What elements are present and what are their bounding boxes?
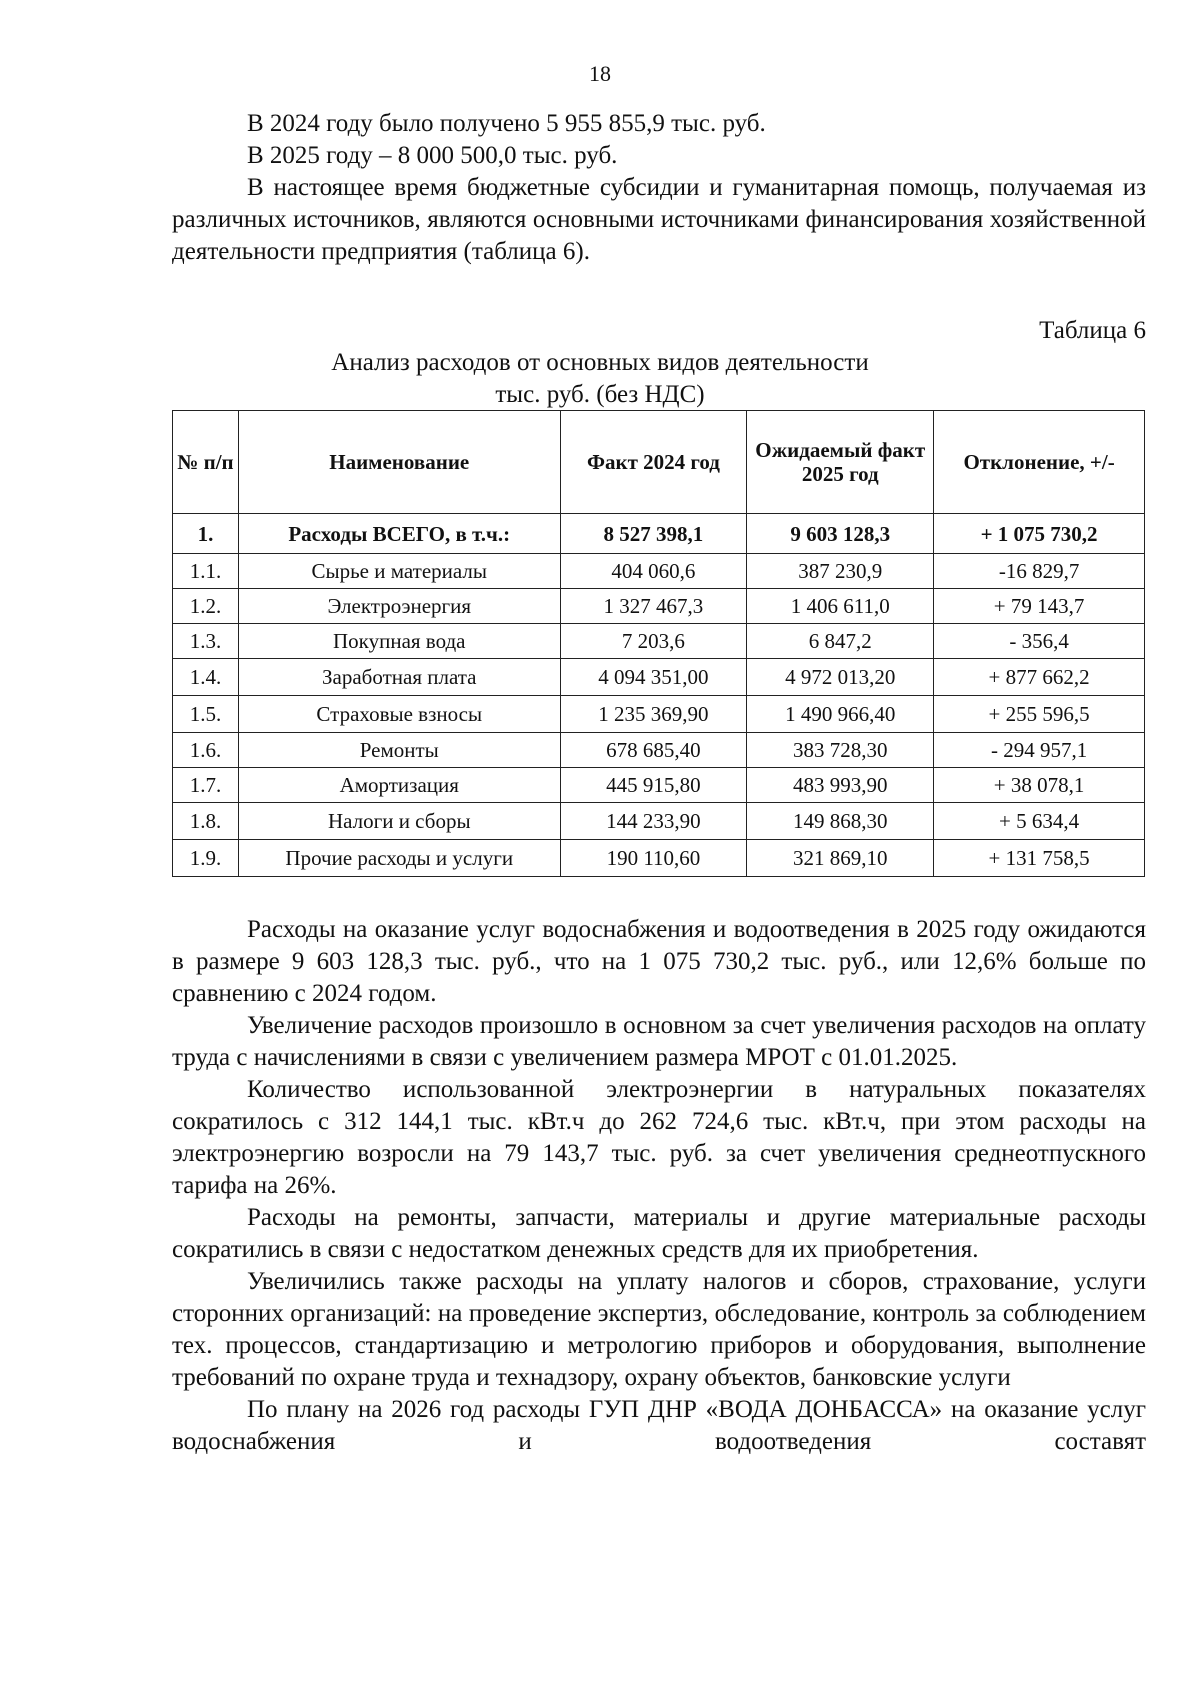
cell-deviation: - 294 957,1	[934, 733, 1145, 768]
cell-deviation: + 131 758,5	[934, 840, 1145, 877]
table-row	[173, 733, 1145, 768]
cell-expected-2025: 1 406 611,0	[747, 589, 934, 624]
cell-fact-2024: 190 110,60	[560, 840, 747, 877]
cell-deviation: + 255 596,5	[934, 696, 1145, 733]
body-text	[172, 914, 1146, 1458]
cell-num: 1.2.	[173, 589, 239, 624]
table-row	[173, 768, 1145, 803]
cell-fact-2024: 1 235 369,90	[560, 696, 747, 733]
cell-expected-2025: 149 868,30	[747, 803, 934, 840]
cell-name: Покупная вода	[238, 624, 560, 659]
cell-deviation: + 1 075 730,2	[934, 514, 1145, 554]
cell-name: Прочие расходы и услуги	[238, 840, 560, 877]
header-name: Наименование	[238, 411, 560, 514]
cell-num: 1.7.	[173, 768, 239, 803]
table-row	[173, 696, 1145, 733]
header-deviation: Отклонение, +/-	[934, 411, 1145, 514]
table-row	[173, 840, 1145, 877]
table-row-total	[173, 514, 1145, 554]
table-row	[173, 589, 1145, 624]
body-paragraph: Расходы на ремонты, запчасти, материалы и другие материальные расходы сократились в связи с недостатком денежных средств для их приобретения.	[172, 1204, 1146, 1263]
cell-num: 1.3.	[173, 624, 239, 659]
cell-fact-2024: 144 233,90	[560, 803, 747, 840]
cell-name: Электроэнергия	[238, 589, 560, 624]
cell-fact-2024: 404 060,6	[560, 554, 747, 589]
cell-expected-2025: 1 490 966,40	[747, 696, 934, 733]
table-unit: тыс. руб. (без НДС)	[495, 381, 705, 408]
table-row	[173, 803, 1145, 840]
cell-expected-2025: 483 993,90	[747, 768, 934, 803]
header-num: № п/п	[173, 411, 239, 514]
cell-deviation: -16 829,7	[934, 554, 1145, 589]
cell-name: Налоги и сборы	[238, 803, 560, 840]
intro-text	[172, 108, 1146, 268]
table-header-row	[173, 411, 1145, 514]
cell-fact-2024: 4 094 351,00	[560, 659, 747, 696]
cell-expected-2025: 9 603 128,3	[747, 514, 934, 554]
cell-fact-2024: 1 327 467,3	[560, 589, 747, 624]
intro-paragraph: В настоящее время бюджетные субсидии и гуманитарная помощь, получаемая из различных источников, являются основными источниками финансирования хозяйственной деятельности предприятия (таблица 6).	[172, 174, 1146, 265]
cell-fact-2024: 8 527 398,1	[560, 514, 747, 554]
cell-name: Заработная плата	[238, 659, 560, 696]
body-paragraph: Увеличение расходов произошло в основном за счет увеличения расходов на оплату труда с начислениями в связи с увеличением размера МРОТ с 01.01.2025.	[172, 1012, 1146, 1071]
cell-num: 1.4.	[173, 659, 239, 696]
cell-expected-2025: 383 728,30	[747, 733, 934, 768]
page-number: 18	[589, 61, 611, 86]
cell-name: Ремонты	[238, 733, 560, 768]
cell-name: Амортизация	[238, 768, 560, 803]
cell-expected-2025: 387 230,9	[747, 554, 934, 589]
cell-name: Сырье и материалы	[238, 554, 560, 589]
cell-num: 1.	[173, 514, 239, 554]
cell-num: 1.5.	[173, 696, 239, 733]
table-title-block	[0, 347, 1200, 411]
header-expected-2025: Ожидаемый факт 2025 год	[747, 411, 934, 514]
header-fact-2024: Факт 2024 год	[560, 411, 747, 514]
body-paragraph: Количество использованной электроэнергии в натуральных показателях сократилось с 312 144,1 тыс. кВт.ч до 262 724,6 тыс. кВт.ч, при этом расходы на электроэнергию возросли на 79 143,7 тыс. руб. за счет увеличения среднеотпускного тарифа на 26%.	[172, 1076, 1146, 1199]
cell-name: Страховые взносы	[238, 696, 560, 733]
cell-expected-2025: 6 847,2	[747, 624, 934, 659]
cell-fact-2024: 7 203,6	[560, 624, 747, 659]
table-row	[173, 554, 1145, 589]
table-title: Анализ расходов от основных видов деятельности	[331, 349, 869, 376]
expenses-table	[172, 410, 1145, 877]
cell-deviation: + 79 143,7	[934, 589, 1145, 624]
cell-expected-2025: 321 869,10	[747, 840, 934, 877]
cell-fact-2024: 678 685,40	[560, 733, 747, 768]
cell-name: Расходы ВСЕГО, в т.ч.:	[238, 514, 560, 554]
body-paragraph: Расходы на оказание услуг водоснабжения и водоотведения в 2025 году ожидаются в размере 9 603 128,3 тыс. руб., что на 1 075 730,2 тыс. руб., или 12,6% больше по сравнению с 2024 годом.	[172, 916, 1146, 1007]
body-paragraph: Увеличились также расходы на уплату налогов и сборов, страхование, услуги сторонних организаций: на проведение экспертиз, обследование, контроль за соблюдением тех. процессов, стандартизацию и метрологию приборов и оборудования, выполнение требований по охране труда и технадзору, охрану объектов, банковские услуги	[172, 1268, 1146, 1391]
cell-num: 1.1.	[173, 554, 239, 589]
cell-deviation: - 356,4	[934, 624, 1145, 659]
cell-num: 1.9.	[173, 840, 239, 877]
cell-num: 1.8.	[173, 803, 239, 840]
table-label: Таблица 6	[1039, 317, 1146, 344]
cell-num: 1.6.	[173, 733, 239, 768]
cell-deviation: + 5 634,4	[934, 803, 1145, 840]
cell-fact-2024: 445 915,80	[560, 768, 747, 803]
cell-deviation: + 38 078,1	[934, 768, 1145, 803]
cell-deviation: + 877 662,2	[934, 659, 1145, 696]
table-row	[173, 659, 1145, 696]
cell-expected-2025: 4 972 013,20	[747, 659, 934, 696]
body-paragraph: По плану на 2026 год расходы ГУП ДНР «ВОДА ДОНБАССА» на оказание услуг водоснабжения и водоотведения составят	[172, 1396, 1146, 1455]
intro-paragraph: В 2025 году – 8 000 500,0 тыс. руб.	[247, 142, 618, 169]
intro-paragraph: В 2024 году было получено 5 955 855,9 тыс. руб.	[247, 110, 766, 137]
table-row	[173, 624, 1145, 659]
